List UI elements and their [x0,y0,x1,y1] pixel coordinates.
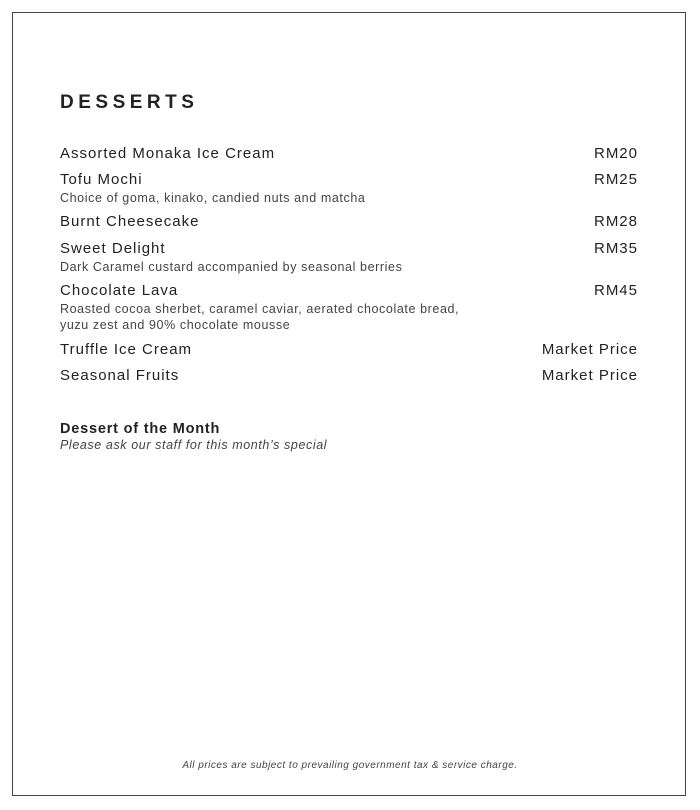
item-price: Market Price [541,341,638,358]
menu-item [60,145,638,163]
item-name: Truffle Ice Cream [60,341,193,358]
section-title: DESSERTS [60,92,199,113]
item-name: Burnt Cheesecake [60,213,200,230]
item-description: Dark Caramel custard accompanied by seasonal berries [60,260,403,274]
item-description: Roasted cocoa sherbet, caramel caviar, aerated chocolate bread, [60,302,460,316]
item-price: RM28 [593,213,638,230]
menu-item [60,282,638,333]
menu-item [60,171,638,206]
menu-frame [12,12,686,796]
motm-heading: Dessert of the Month [60,421,221,437]
menu-item [60,213,638,231]
item-name: Assorted Monaka Ice Cream [60,145,276,162]
item-name: Sweet Delight [60,240,166,257]
motm-subtitle: Please ask our staff for this month’s special [60,438,328,452]
item-price: RM20 [593,145,638,162]
item-price: RM25 [593,171,638,188]
menu-item [60,240,638,275]
item-description: Choice of goma, kinako, candied nuts and matcha [60,191,366,205]
dessert-of-the-month [60,421,327,452]
item-name: Seasonal Fruits [60,367,180,384]
item-description-line2: yuzu zest and 90% chocolate mousse [60,318,291,332]
menu-item [60,341,638,359]
item-name: Tofu Mochi [60,171,143,188]
item-price: RM35 [593,240,638,257]
item-name: Chocolate Lava [60,282,179,299]
item-price: RM45 [593,282,638,299]
footer-note: All prices are subject to prevailing government tax & service charge. [182,760,518,771]
menu-item [60,367,638,385]
item-price: Market Price [541,367,638,384]
